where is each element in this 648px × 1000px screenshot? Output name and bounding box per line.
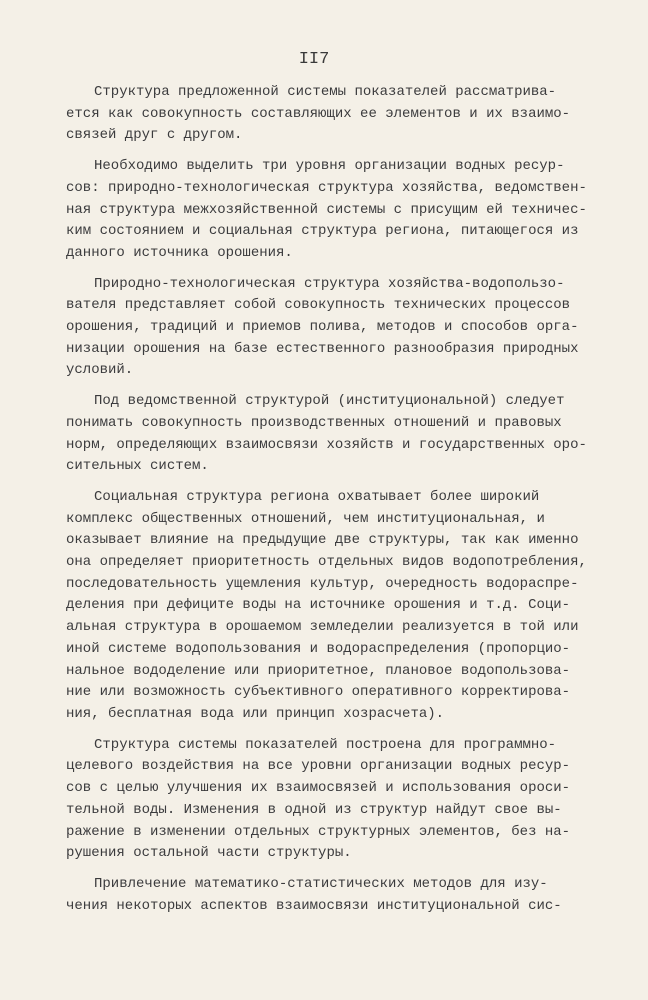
text-line: понимать совокупность производственных отношений и правовых (66, 414, 562, 431)
text-line: тельной воды. Изменения в одной из структур найдут свое вы- (66, 801, 562, 818)
text-line: альная структура в орошаемом земледелии реализуется в той или (66, 619, 579, 636)
text-line: ния, бесплатная вода или принцип хозрасчета). (66, 705, 445, 722)
text-line: оказывает влияние на предыдущие две структуры, так как именно (66, 532, 579, 549)
paragraph-7 (66, 874, 574, 917)
text-line: ким состоянием и социальная структура региона, питающегося из (66, 223, 579, 240)
text-line: иной системе водопользования и водораспределения (пропорцио- (66, 640, 571, 657)
text-line: сительных систем. (66, 458, 209, 475)
text-line: Структура предложенной системы показателей рассматрива- (94, 84, 557, 100)
text-line: орошения, традиций и приемов полива, методов и способов орга- (66, 319, 579, 336)
text-line: ная структура межхозяйственной системы с присущим ей техничес- (66, 201, 587, 218)
text-line: комплекс общественных отношений, чем институциональная, и (66, 510, 545, 527)
paragraph-6 (66, 735, 574, 865)
text-line: вателя представляет собой совокупность технических процессов (66, 297, 571, 314)
text-line: последовательность ущемления культур, очередность водораспре- (66, 575, 579, 592)
text-line: сов с целью улучшения их взаимосвязей и использования ороси- (66, 780, 571, 797)
text-line: Необходимо выделить три уровня организации водных ресур- (94, 158, 565, 175)
text-line: ражение в изменении отдельных структурных элементов, без на- (66, 823, 571, 840)
paragraph-4 (66, 391, 587, 478)
page-number: II7 (298, 50, 330, 69)
text-line: низации орошения на базе естественного разнообразия природных (66, 340, 579, 357)
text-line: чения некоторых аспектов взаимосвязи институциональной сис- (66, 897, 562, 914)
text-line: ние или возможность субъективного оперативного корректирова- (66, 684, 571, 701)
paragraph-5 (66, 487, 587, 726)
text-line: ется как совокупность составляющих ее элементов и их взаимо- (66, 105, 571, 122)
text-line: Структура системы показателей построена для программно- (94, 736, 557, 753)
text-line: рушения остальной части структуры. (66, 845, 352, 862)
text-line: данного источника орошения. (66, 244, 293, 261)
text-line: целевого воздействия на все уровни организации водных ресур- (66, 758, 571, 775)
text-line: Под ведомственной структурой (институциональной) следует (94, 393, 565, 410)
body-text (66, 82, 587, 926)
text-line: Природно-технологическая структура хозяйства-водопользо- (94, 275, 565, 292)
text-line: она определяет приоритетность отдельных видов водопотребления, (66, 554, 587, 571)
text-line: Социальная структура региона охватывает более широкий (94, 488, 540, 505)
text-line: связей друг с другом. (66, 127, 243, 144)
paragraph-3 (66, 274, 579, 383)
text-line: нальное вододеление или приоритетное, плановое водопользова- (66, 662, 571, 679)
text-line: сов: природно-технологическая структура хозяйства, ведомствен- (66, 179, 587, 196)
text-line: Привлечение математико-статистических методов для изу- (94, 875, 548, 892)
paragraph-2 (66, 156, 587, 265)
text-line: норм, определяющих взаимосвязи хозяйств и государственных оро- (66, 436, 587, 453)
paragraph-1 (66, 82, 574, 147)
text-line: условий. (66, 362, 134, 379)
text-line: деления при дефиците воды на источнике орошения и т.д. Соци- (66, 597, 571, 614)
